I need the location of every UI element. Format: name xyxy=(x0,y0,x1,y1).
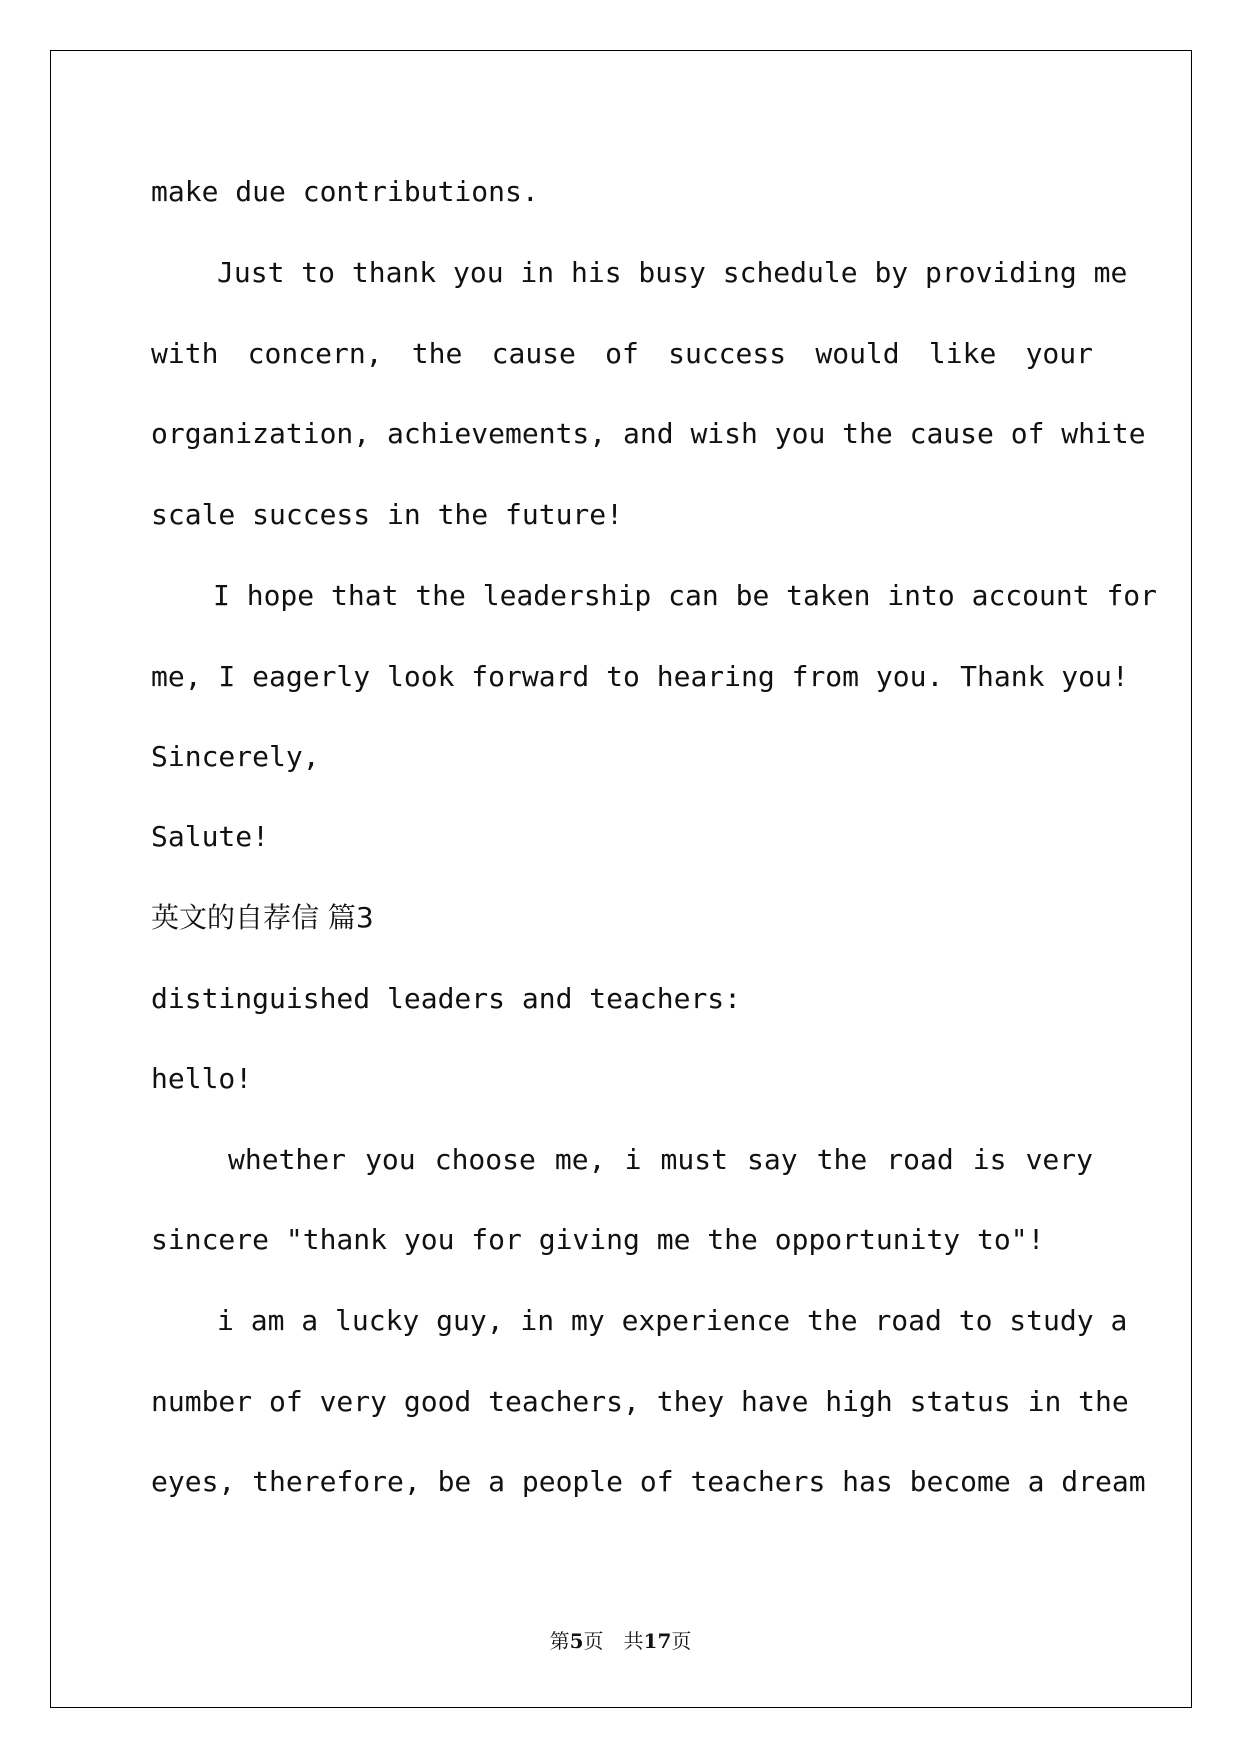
text-line: sincere "thank you for giving me the opportunity to"! xyxy=(151,1223,1045,1256)
page-footer xyxy=(0,1628,1241,1654)
page-number: 5 xyxy=(569,1629,584,1653)
text-line: make due contributions. xyxy=(151,175,539,208)
text-line: Just to thank you in his busy schedule by providing me xyxy=(217,256,1128,289)
footer-suffix: 页 xyxy=(671,1629,692,1653)
text-line: distinguished leaders and teachers: xyxy=(151,982,742,1015)
text-line: number of very good teachers, they have high status in the xyxy=(151,1385,1129,1418)
text-line: me, I eagerly look forward to hearing from you. Thank you! xyxy=(151,660,1129,693)
text-line: organization, achievements, and wish you the cause of white xyxy=(151,417,1146,450)
section-heading: 英文的自荐信 篇3 xyxy=(151,901,374,934)
text-line: hello! xyxy=(151,1062,253,1095)
text-line: scale success in the future! xyxy=(151,498,624,531)
total-pages: 17 xyxy=(643,1629,672,1653)
page-border xyxy=(50,50,1192,1708)
text-line: eyes, therefore, be a people of teachers has become a dream xyxy=(151,1465,1146,1498)
text-line: Sincerely, xyxy=(151,740,320,773)
footer-prefix: 第 xyxy=(549,1629,570,1653)
text-line: I hope that the leadership can be taken into account for xyxy=(213,579,1158,612)
text-line: Salute! xyxy=(151,820,270,853)
footer-mid: 页 共 xyxy=(583,1629,644,1653)
text-line: with concern, the cause of success would like your xyxy=(151,337,1093,370)
text-line: whether you choose me, i must say the road is very xyxy=(228,1143,1093,1176)
text-line: i am a lucky guy, in my experience the road to study a xyxy=(217,1304,1128,1337)
